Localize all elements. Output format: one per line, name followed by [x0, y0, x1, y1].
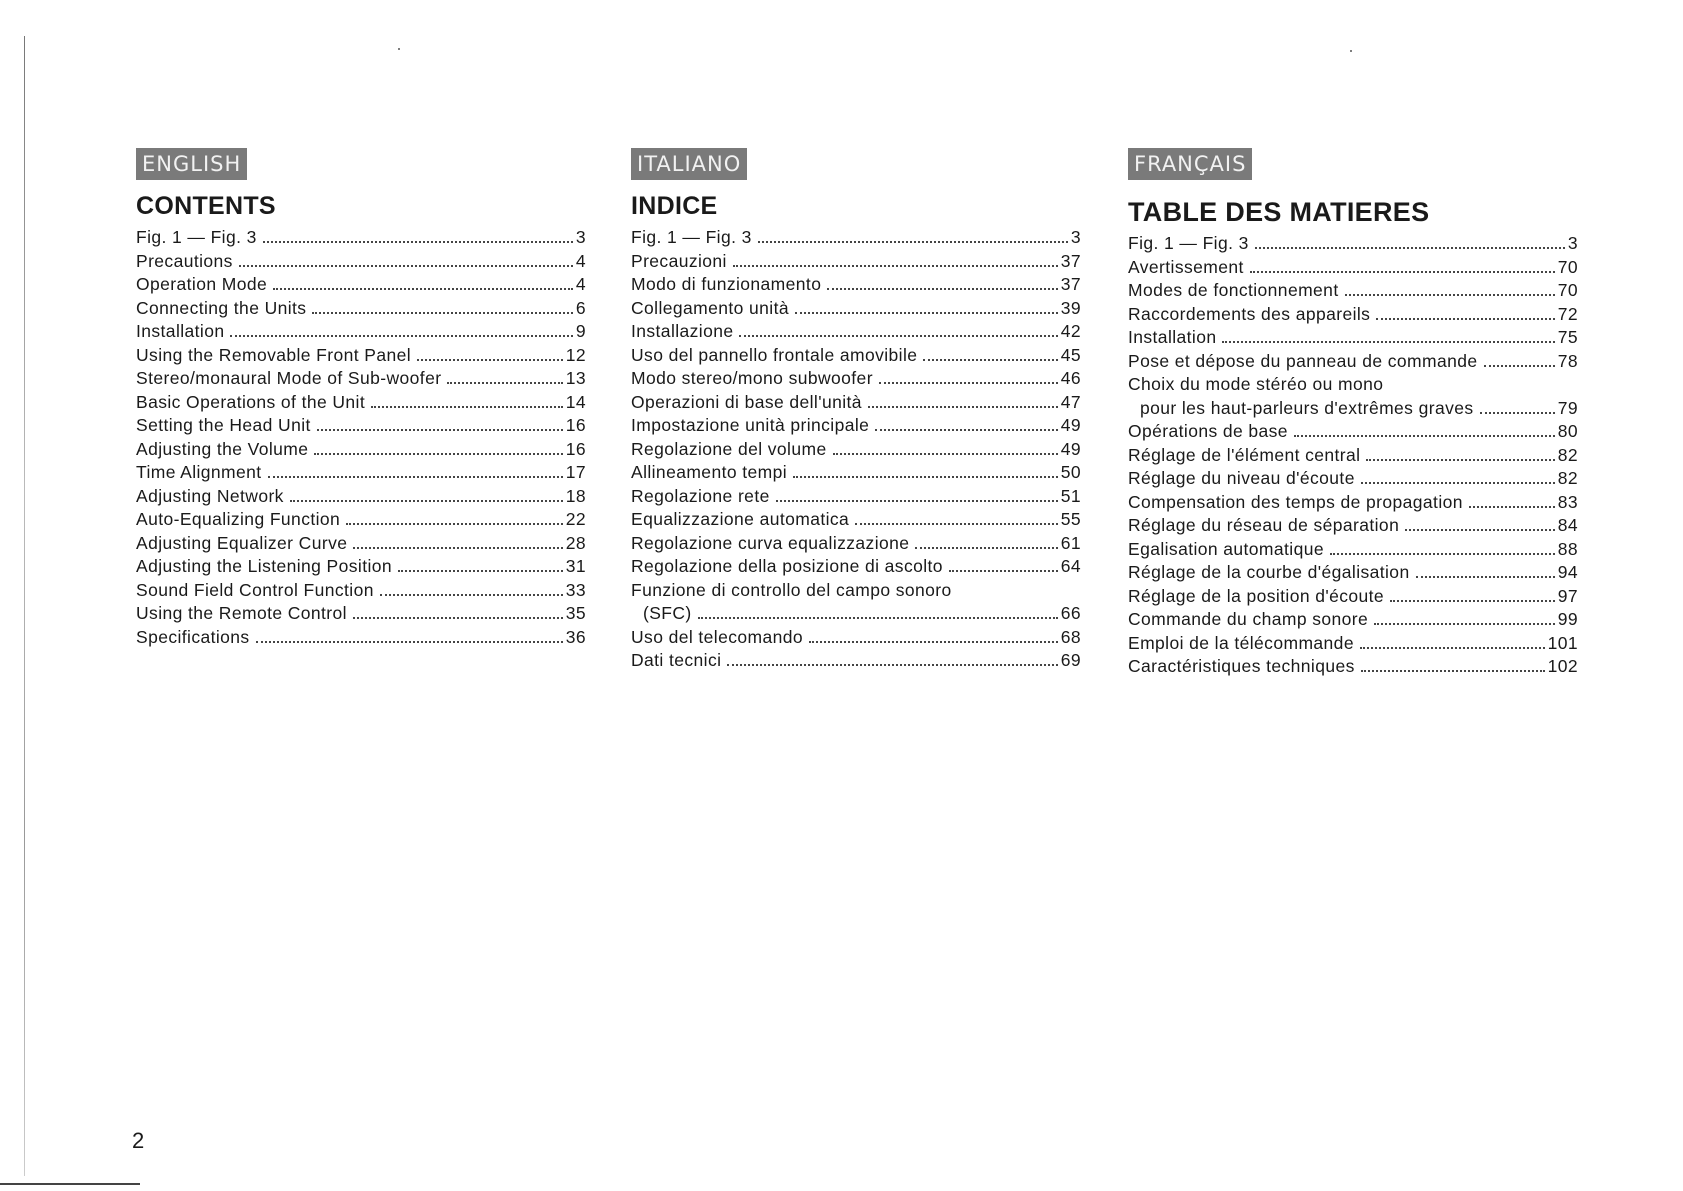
toc-entry-page: 66 [1060, 603, 1081, 623]
toc-entry-title: Fig. 1 — Fig. 3 [136, 227, 257, 247]
toc-entry [1128, 420, 1578, 444]
dot-leader [290, 500, 563, 502]
toc-entry-page: 17 [565, 462, 586, 482]
toc-entry-title: Operazioni di base dell'unità [631, 391, 862, 412]
toc-entry-title: Réglage de la courbe d'égalisation [1128, 562, 1410, 582]
dot-leader [1361, 482, 1555, 484]
toc-entry-title: Impostazione unità principale [631, 415, 870, 435]
toc-entry [136, 320, 586, 344]
toc-entry-page: 35 [565, 603, 586, 623]
toc-entry-title: Regolazione del volume [631, 438, 827, 459]
toc-entry-title: Funzione di controllo del campo sonoro [631, 579, 952, 600]
dot-leader [879, 382, 1058, 384]
toc-entry [1128, 514, 1578, 538]
toc-column-english [136, 148, 586, 649]
toc-entry-page: 3 [575, 227, 586, 247]
toc-entry [136, 414, 586, 438]
toc-entry-title: Choix du mode stéréo ou mono [1128, 374, 1384, 394]
toc-entry-page: 75 [1557, 327, 1578, 347]
toc-entry-page: 99 [1557, 609, 1578, 629]
dot-leader [256, 641, 563, 643]
toc-entry-title: Réglage de l'élément central [1128, 444, 1361, 465]
toc-entry [1128, 655, 1578, 679]
toc-entry-page: 49 [1060, 415, 1081, 435]
toc-entry-title: Uso del pannello frontale amovibile [631, 344, 918, 365]
toc-entry [136, 226, 586, 250]
toc-entry [631, 555, 1081, 579]
toc-entry [631, 508, 1081, 532]
dot-leader [727, 664, 1057, 666]
toc-entry [1128, 350, 1578, 374]
dot-leader [317, 429, 563, 431]
dot-leader [1222, 341, 1554, 343]
dot-leader [868, 406, 1058, 408]
toc-entry-page: 31 [565, 556, 586, 576]
dot-leader [1255, 247, 1565, 249]
toc-entry [136, 602, 586, 626]
toc-entry [136, 367, 586, 391]
dot-leader [793, 476, 1058, 478]
toc-entry-title: Regolazione rete [631, 485, 770, 506]
dot-leader [1484, 365, 1555, 367]
dot-leader [239, 265, 573, 267]
toc-entry-page: 6 [575, 297, 586, 318]
toc-entry-title: Connecting the Units [136, 297, 307, 318]
toc-entry-page: 50 [1060, 462, 1081, 482]
dot-leader [795, 312, 1058, 314]
toc-entry-title: Auto-Equalizing Function [136, 509, 341, 529]
dot-leader [1390, 600, 1555, 602]
page-bottom-edge [0, 1183, 140, 1185]
toc-entry-page: 97 [1557, 585, 1578, 606]
toc-entry-page: 9 [575, 321, 586, 341]
toc-entry-page: 79 [1557, 397, 1578, 418]
dot-leader [1405, 529, 1555, 531]
toc-entry-title: Compensation des temps de propagation [1128, 491, 1463, 512]
toc-entry [1128, 232, 1578, 256]
toc-entry-page: 94 [1557, 562, 1578, 582]
toc-entry-title: Modo di funzionamento [631, 274, 822, 294]
toc-entry [1128, 608, 1578, 632]
toc-entry [1128, 256, 1578, 280]
scan-speck [398, 48, 400, 50]
toc-entry-title: Setting the Head Unit [136, 415, 311, 435]
toc-entry [1128, 397, 1578, 421]
dot-leader [1294, 435, 1555, 437]
toc-entry-title: Using the Remote Control [136, 603, 347, 623]
toc-entry [136, 508, 586, 532]
toc-entry [136, 532, 586, 556]
toc-entry-title: Avertissement [1128, 256, 1244, 277]
dot-leader [380, 594, 563, 596]
toc-entry-title: Egalisation automatique [1128, 538, 1324, 559]
dot-leader [346, 523, 563, 525]
toc-entry-page: 16 [565, 438, 586, 459]
toc-entry-title: Commande du champ sonore [1128, 609, 1369, 629]
dot-leader [230, 335, 572, 337]
toc-entry-page: 12 [565, 344, 586, 365]
toc-entry-title: Raccordements des appareils [1128, 303, 1371, 324]
language-badge: FRANÇAIS [1128, 148, 1252, 180]
toc-entry-page: 14 [565, 391, 586, 412]
toc-entry-title: Regolazione della posizione di ascolto [631, 556, 943, 576]
dot-leader [371, 406, 563, 408]
dot-leader [855, 523, 1058, 525]
toc-entry [631, 344, 1081, 368]
toc-entry [631, 579, 1081, 603]
toc-heading: TABLE DES MATIERES [1128, 197, 1430, 227]
toc-entry-page: 80 [1557, 421, 1578, 441]
toc-list [136, 226, 586, 649]
dot-leader [353, 547, 562, 549]
toc-entry-page: 13 [565, 368, 586, 388]
toc-entry-title: Collegamento unità [631, 297, 789, 318]
toc-entry-title: Uso del telecomando [631, 626, 804, 647]
toc-entry-page: 4 [575, 250, 586, 271]
toc-entry-page: 102 [1547, 656, 1578, 676]
toc-entry [136, 250, 586, 274]
toc-entry [136, 461, 586, 485]
toc-entry-page: 70 [1557, 280, 1578, 300]
toc-entry [1128, 585, 1578, 609]
toc-entry [136, 297, 586, 321]
page-number: 2 [132, 1128, 145, 1153]
language-badge: ENGLISH [136, 148, 247, 180]
toc-entry-page: 22 [565, 509, 586, 529]
toc-entry-title: Réglage du réseau de séparation [1128, 515, 1400, 535]
toc-entry [631, 649, 1081, 673]
toc-entry-page: 49 [1060, 438, 1081, 459]
toc-entry-page: 70 [1557, 256, 1578, 277]
toc-entry-page: 3 [1070, 227, 1081, 247]
toc-entry-title: pour les haut-parleurs d'extrêmes graves [1140, 397, 1474, 418]
toc-entry-page: 83 [1557, 491, 1578, 512]
toc-entry-title: Using the Removable Front Panel [136, 344, 412, 365]
toc-entry-page: 84 [1557, 515, 1578, 535]
toc-entry-title: Emploi de la télécommande [1128, 632, 1354, 653]
toc-entry [136, 626, 586, 650]
dot-leader [875, 429, 1057, 431]
toc-entry-title: Installazione [631, 321, 734, 341]
toc-entry-title: Modes de fonctionnement [1128, 280, 1339, 300]
toc-entry-page: 55 [1060, 509, 1081, 529]
toc-entry [631, 367, 1081, 391]
toc-entry-title: Adjusting Network [136, 485, 284, 506]
dot-leader [776, 500, 1058, 502]
dot-leader [1366, 459, 1554, 461]
dot-leader [1376, 318, 1554, 320]
toc-column-italian [631, 148, 1081, 673]
toc-heading: INDICE [631, 192, 718, 220]
dot-leader [833, 453, 1058, 455]
toc-entry [1128, 632, 1578, 656]
toc-entry-page: 3 [1567, 233, 1578, 253]
dot-leader [398, 570, 563, 572]
toc-entry-title: Installation [136, 321, 225, 341]
toc-entry [1128, 491, 1578, 515]
toc-entry-page: 39 [1060, 297, 1081, 318]
toc-entry-page: 72 [1557, 303, 1578, 324]
toc-entry [631, 485, 1081, 509]
toc-entry-title: Precautions [136, 250, 233, 271]
toc-entry-title: Caractéristiques techniques [1128, 656, 1355, 676]
toc-entry [631, 626, 1081, 650]
toc-entry-page: 88 [1557, 538, 1578, 559]
toc-entry-title: Opérations de base [1128, 421, 1288, 441]
toc-entry [136, 391, 586, 415]
toc-heading: CONTENTS [136, 192, 276, 220]
toc-entry-page: 47 [1060, 391, 1081, 412]
toc-entry-page: 33 [565, 579, 586, 600]
toc-entry [1128, 303, 1578, 327]
toc-entry [631, 226, 1081, 250]
toc-entry-title: Precauzioni [631, 250, 727, 271]
dot-leader [273, 288, 573, 290]
toc-entry [631, 438, 1081, 462]
toc-entry-page: 16 [565, 415, 586, 435]
toc-entry-title: Sound Field Control Function [136, 579, 374, 600]
dot-leader [447, 382, 562, 384]
toc-list [631, 226, 1081, 673]
toc-entry-page: 78 [1557, 350, 1578, 371]
toc-entry [1128, 279, 1578, 303]
toc-entry [1128, 561, 1578, 585]
toc-entry [631, 602, 1081, 626]
toc-entry-title: Dati tecnici [631, 650, 722, 670]
dot-leader [1469, 506, 1555, 508]
dot-leader [923, 359, 1057, 361]
toc-entry [631, 391, 1081, 415]
dot-leader [263, 241, 573, 243]
dot-leader [915, 547, 1057, 549]
toc-entry [136, 579, 586, 603]
toc-entry [136, 555, 586, 579]
dot-leader [1374, 623, 1555, 625]
dot-leader [314, 453, 562, 455]
dot-leader [739, 335, 1057, 337]
toc-entry [1128, 467, 1578, 491]
toc-entry [631, 414, 1081, 438]
toc-entry [631, 297, 1081, 321]
toc-entry-page: 61 [1060, 532, 1081, 553]
page-binding-edge [24, 36, 25, 1176]
toc-entry [1128, 326, 1578, 350]
toc-entry-title: Réglage du niveau d'écoute [1128, 468, 1355, 488]
toc-entry-title: Operation Mode [136, 274, 268, 294]
toc-entry-title: Adjusting Equalizer Curve [136, 532, 348, 553]
toc-entry-title: Time Alignment [136, 462, 262, 482]
toc-entry-page: 37 [1060, 250, 1081, 271]
toc-entry [631, 273, 1081, 297]
toc-entry [631, 320, 1081, 344]
dot-leader [1361, 670, 1545, 672]
toc-entry-page: 37 [1060, 274, 1081, 294]
toc-entry-title: Adjusting the Listening Position [136, 556, 393, 576]
toc-entry-page: 69 [1060, 650, 1081, 670]
dot-leader [353, 617, 563, 619]
toc-entry [631, 461, 1081, 485]
toc-entry-page: 46 [1060, 368, 1081, 388]
toc-entry-title: Adjusting the Volume [136, 438, 309, 459]
toc-entry-page: 42 [1060, 321, 1081, 341]
dot-leader [1330, 553, 1555, 555]
toc-entry-title: Installation [1128, 327, 1217, 347]
toc-entry-page: 101 [1547, 632, 1578, 653]
toc-entry-title: Specifications [136, 626, 250, 647]
toc-entry-page: 18 [565, 485, 586, 506]
dot-leader [1480, 412, 1555, 414]
toc-entry [631, 250, 1081, 274]
toc-entry-title: Modo stereo/mono subwoofer [631, 368, 873, 388]
toc-entry [136, 438, 586, 462]
toc-entry-title: Regolazione curva equalizzazione [631, 532, 910, 553]
toc-entry [136, 485, 586, 509]
scan-speck [1350, 50, 1352, 52]
toc-entry [136, 273, 586, 297]
dot-leader [1345, 294, 1555, 296]
dot-leader [1416, 576, 1555, 578]
dot-leader [268, 476, 563, 478]
toc-list [1128, 232, 1578, 679]
toc-entry-page: 45 [1060, 344, 1081, 365]
dot-leader [809, 641, 1058, 643]
toc-entry-page: 82 [1557, 468, 1578, 488]
toc-entry-page: 36 [565, 626, 586, 647]
dot-leader [827, 288, 1057, 290]
toc-entry [631, 532, 1081, 556]
dot-leader [312, 312, 572, 314]
toc-column-french [1128, 148, 1578, 679]
toc-entry-page: 4 [575, 274, 586, 294]
toc-entry-title: Fig. 1 — Fig. 3 [1128, 233, 1249, 253]
toc-entry-title: Allineamento tempi [631, 462, 788, 482]
dot-leader [1360, 647, 1545, 649]
toc-entry-page: 28 [565, 532, 586, 553]
toc-entry-page: 68 [1060, 626, 1081, 647]
toc-entry-title: Basic Operations of the Unit [136, 391, 366, 412]
toc-entry [1128, 538, 1578, 562]
dot-leader [1250, 271, 1555, 273]
dot-leader [758, 241, 1068, 243]
toc-entry [136, 344, 586, 368]
toc-entry-page: 82 [1557, 444, 1578, 465]
toc-entry-page: 64 [1060, 556, 1081, 576]
toc-entry-title: (SFC) [643, 603, 692, 623]
language-badge: ITALIANO [631, 148, 747, 180]
toc-entry-title: Equalizzazione automatica [631, 509, 850, 529]
dot-leader [698, 617, 1058, 619]
toc-entry [1128, 373, 1578, 397]
toc-entry-title: Pose et dépose du panneau de commande [1128, 350, 1478, 371]
toc-entry-title: Fig. 1 — Fig. 3 [631, 227, 752, 247]
toc-entry-title: Réglage de la position d'écoute [1128, 585, 1385, 606]
dot-leader [417, 359, 563, 361]
toc-entry-page: 51 [1060, 485, 1081, 506]
toc-entry [1128, 444, 1578, 468]
dot-leader [949, 570, 1058, 572]
toc-entry-title: Stereo/monaural Mode of Sub-woofer [136, 368, 442, 388]
dot-leader [733, 265, 1058, 267]
